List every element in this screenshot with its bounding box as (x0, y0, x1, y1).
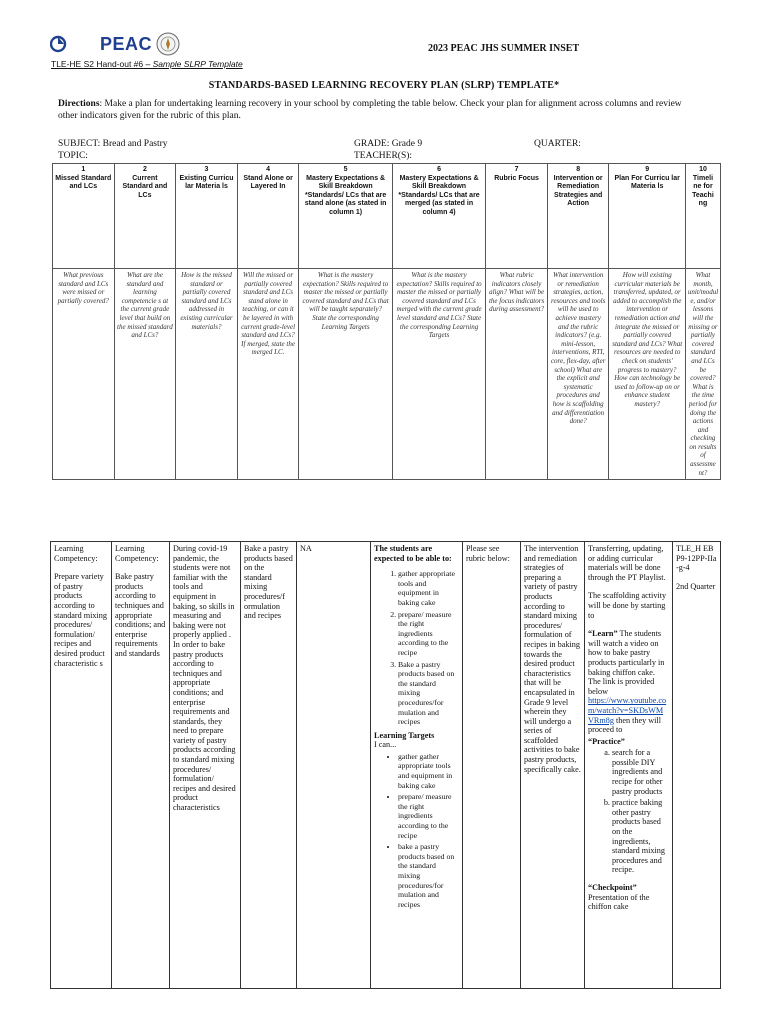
list-item: • prepare/ measure the right ingredients according to the recipe (398, 792, 459, 840)
intervention-text: The intervention and remediation strategies of preparing a variety of pastry products according to standard mixing procedures/ formulation of recipes in baking towards the desired product characteristics that will be encapsulated in Grade 9 level wherein they will undergo a series of scaffolded activities to bake pastry products, specifically cake. (524, 544, 581, 774)
template-header-cell: 8 Intervention or Remediation Strategies and Action (547, 164, 609, 269)
handout-label: TLE-HE S2 Hand-out #6 – Sample SLRP Template (51, 59, 243, 69)
template-prompt-cell: What is the mastery expectation? Skills required to master the missed or partially covered standard and LCs merged with the current grade level standard and LCs? State the corresponding Learning Targets (392, 269, 485, 480)
directions (58, 98, 694, 122)
directions-label: Directions (58, 99, 100, 109)
template-prompt-cell: How will existing curricular materials be transferred, updated, or added to accomplish the intervention or remediation action and integrate the missed or partially covered standard and LCs? What resources are needed to check on students' progress to mastery? How can technology be used to follow-up on or enhance student mastery? (609, 269, 685, 480)
list-item: a. search for a possible DIY ingredients and recipe for other pastry products (612, 748, 669, 796)
plan-cell-existing-materials (170, 542, 241, 989)
template-prompt-cell: What intervention or remediation strategies, action, resources and tools will be used to achieve mastery and the rubric indicators? (e.g. mini-lesson, interventions, RTI, core, flex-day, after school) What are the explicit and systematic procedures and how is scaffolding and differentiation done? (547, 269, 609, 480)
template-prompt-row (53, 269, 721, 480)
slrp-plan-table (50, 541, 721, 989)
teachers-field: TEACHER(S): (354, 151, 413, 161)
quarter-field: QUARTER: (534, 139, 581, 149)
learning-targets-heading: Learning Targets (374, 730, 435, 740)
list-item: • gather gather appropriate tools and equipment in baking cake (398, 752, 459, 790)
missed-lc-text: Prepare variety of pastry products according to standard mixing procedures/ formulation/ recipes and desired product characteristic s (54, 572, 107, 668)
page-title: STANDARDS-BASED LEARNING RECOVERY PLAN (SLRP) TEMPLATE* (208, 80, 560, 91)
template-prompt-cell: What are the standard and learning competencie s at the current grade level that build on the missed standard and LCs? (114, 269, 176, 480)
deped-seal-icon (50, 28, 98, 60)
template-prompt-cell: What rubric indicators closely align? What will be the focus indicators during assessment? (486, 269, 548, 480)
then-text: then they will proceed to (588, 715, 662, 735)
materials-plan-p2: The scaffolding activity will be done by starting to (588, 591, 667, 620)
plan-cell-current-lc (112, 542, 170, 989)
plan-cell-stand-alone (241, 542, 297, 989)
materials-plan-p1: Transferring, updating, or adding curricular materials will be done through the PT Playlist. (588, 544, 666, 582)
template-header-row (53, 164, 721, 269)
current-lc-text: Bake pastry products according to techniques and appropriate conditions; and enterprise requirements and standards (115, 572, 166, 658)
template-header-cell: 7 Rubric Focus (486, 164, 548, 269)
plan-cell-rubric (463, 542, 521, 989)
logo-text: PEAC (100, 33, 153, 54)
template-header-cell: 9 Plan For Curricu lar Materia ls (609, 164, 685, 269)
timeline-code: TLE_H EBP9-12PP-IIa-g-4 (676, 544, 717, 573)
list-item: 1. gather appropriate tools and equipment in baking cake (398, 569, 459, 607)
seal-icon (156, 32, 180, 56)
list-item: b. practice baking other pastry products based on the ingredients, standard mixing procedures and recipe. (612, 798, 669, 875)
directions-text: : Make a plan for undertaking learning recovery in your school by completing the table below. Check your plan for alignment across columns and review other indicators given for the rubric of this plan. (58, 99, 682, 121)
missed-lc-label: Learning Competency: (54, 544, 98, 563)
plan-cell-materials-plan (585, 542, 673, 989)
template-header-cell: 6 Mastery Expectations & Skill Breakdown *Standards/ LCs that are merged (as stated in column 4) (392, 164, 485, 269)
mastery-heading: The students are expected to be able to: (374, 544, 452, 563)
template-header-cell: 3 Existing Curricu lar Materia ls (176, 164, 238, 269)
list-item: • bake a pastry products based on the standard mixing procedures/for mulation and recipes (398, 842, 459, 909)
learning-targets-intro: I can... (374, 740, 397, 750)
plan-cell-timeline (673, 542, 721, 989)
rubric-text: Please see rubric below: (466, 544, 510, 563)
template-header-cell: 2 Current Standard and LCs (114, 164, 176, 269)
topic-field: TOPIC: (58, 151, 88, 161)
stand-alone-text: Bake a pastry products based on the standard mixing procedures/f ormulation and recipes (244, 544, 293, 621)
grade-field: GRADE: Grade 9 (354, 139, 423, 149)
template-header-cell: 4 Stand Alone or Layered In (237, 164, 299, 269)
list-item: 2. prepare/ measure the right ingredients according to the recipe (398, 610, 459, 658)
template-header-cell: 5 Mastery Expectations & Skill Breakdown *Standards/ LCs that are stand alone (as stated in column 1) (299, 164, 392, 269)
template-prompt-cell: What month, unit/modul e, and/or lessons will the missing or partially covered standard and LCs be covered? What is the time period for doing the actions and checking on results of assessme nt? (685, 269, 720, 480)
template-header-cell: 1 Missed Standard and LCs (53, 164, 115, 269)
checkpoint-text: Presentation of the chiffon cake (588, 892, 650, 912)
video-link[interactable]: https://www.youtube.com/watch?v=SKDsWMVRm8g (588, 696, 667, 725)
mastery-list (374, 569, 459, 727)
slrp-template-table (52, 163, 721, 480)
plan-cell-mastery-standalone (297, 542, 371, 989)
checkpoint-label: “Checkpoint” (588, 883, 637, 892)
learn-text: The students will watch a video on how to bake pastry products particularly in baking chiffon cake. The link is provided below (588, 629, 665, 696)
event-title: 2023 PEAC JHS SUMMER INSET (428, 43, 580, 54)
existing-materials-text: During covid-19 pandemic, the students were not familiar with the tools and equipment in baking, so skills in measuring and baking were not properly applied . In order to bake pastry products according to techniques and appropriate conditions; and enterprise requirements and standards, they need to prepare variety of pastry products according to standard mixing procedures/ formulation/ recipes and desired product characteristics (173, 544, 236, 813)
practice-label: “Practice” (588, 736, 625, 746)
mastery-standalone-text: NA (300, 544, 312, 553)
subject-field: SUBJECT: Bread and Pastry (58, 139, 168, 149)
learn-step (588, 629, 669, 696)
practice-list (588, 748, 669, 875)
plan-cell-intervention (521, 542, 585, 989)
plan-row (51, 542, 721, 989)
plan-cell-mastery-merged (371, 542, 463, 989)
template-prompt-cell: What is the mastery expectation? Skills required to master the missed or partially covered standard and LCs that will be taught separately? State the corresponding Learning Targets (299, 269, 392, 480)
timeline-quarter: 2nd Quarter (676, 581, 716, 591)
learn-label: “Learn” (588, 629, 618, 639)
peac-logo (50, 28, 180, 60)
template-prompt-cell: How is the missed standard or partially covered standard and LCs addressed in existing curricular materials? (176, 269, 238, 480)
template-header-cell: 10 Timeli ne for Teachi ng (685, 164, 720, 269)
template-prompt-cell: What previous standard and LCs were missed or partially covered? (53, 269, 115, 480)
plan-cell-missed-lc (51, 542, 112, 989)
template-prompt-cell: Will the missed or partially covered standard and LCs stand alone in teaching, or can it be layered in with current grade-level standard and LCs? If merged, state the merged LC. (237, 269, 299, 480)
learning-targets-list (374, 752, 459, 910)
current-lc-label: Learning Competency: (115, 544, 159, 563)
list-item: 3. Bake a pastry products based on the standard mixing procedures/for mulation and recipes (398, 660, 459, 727)
